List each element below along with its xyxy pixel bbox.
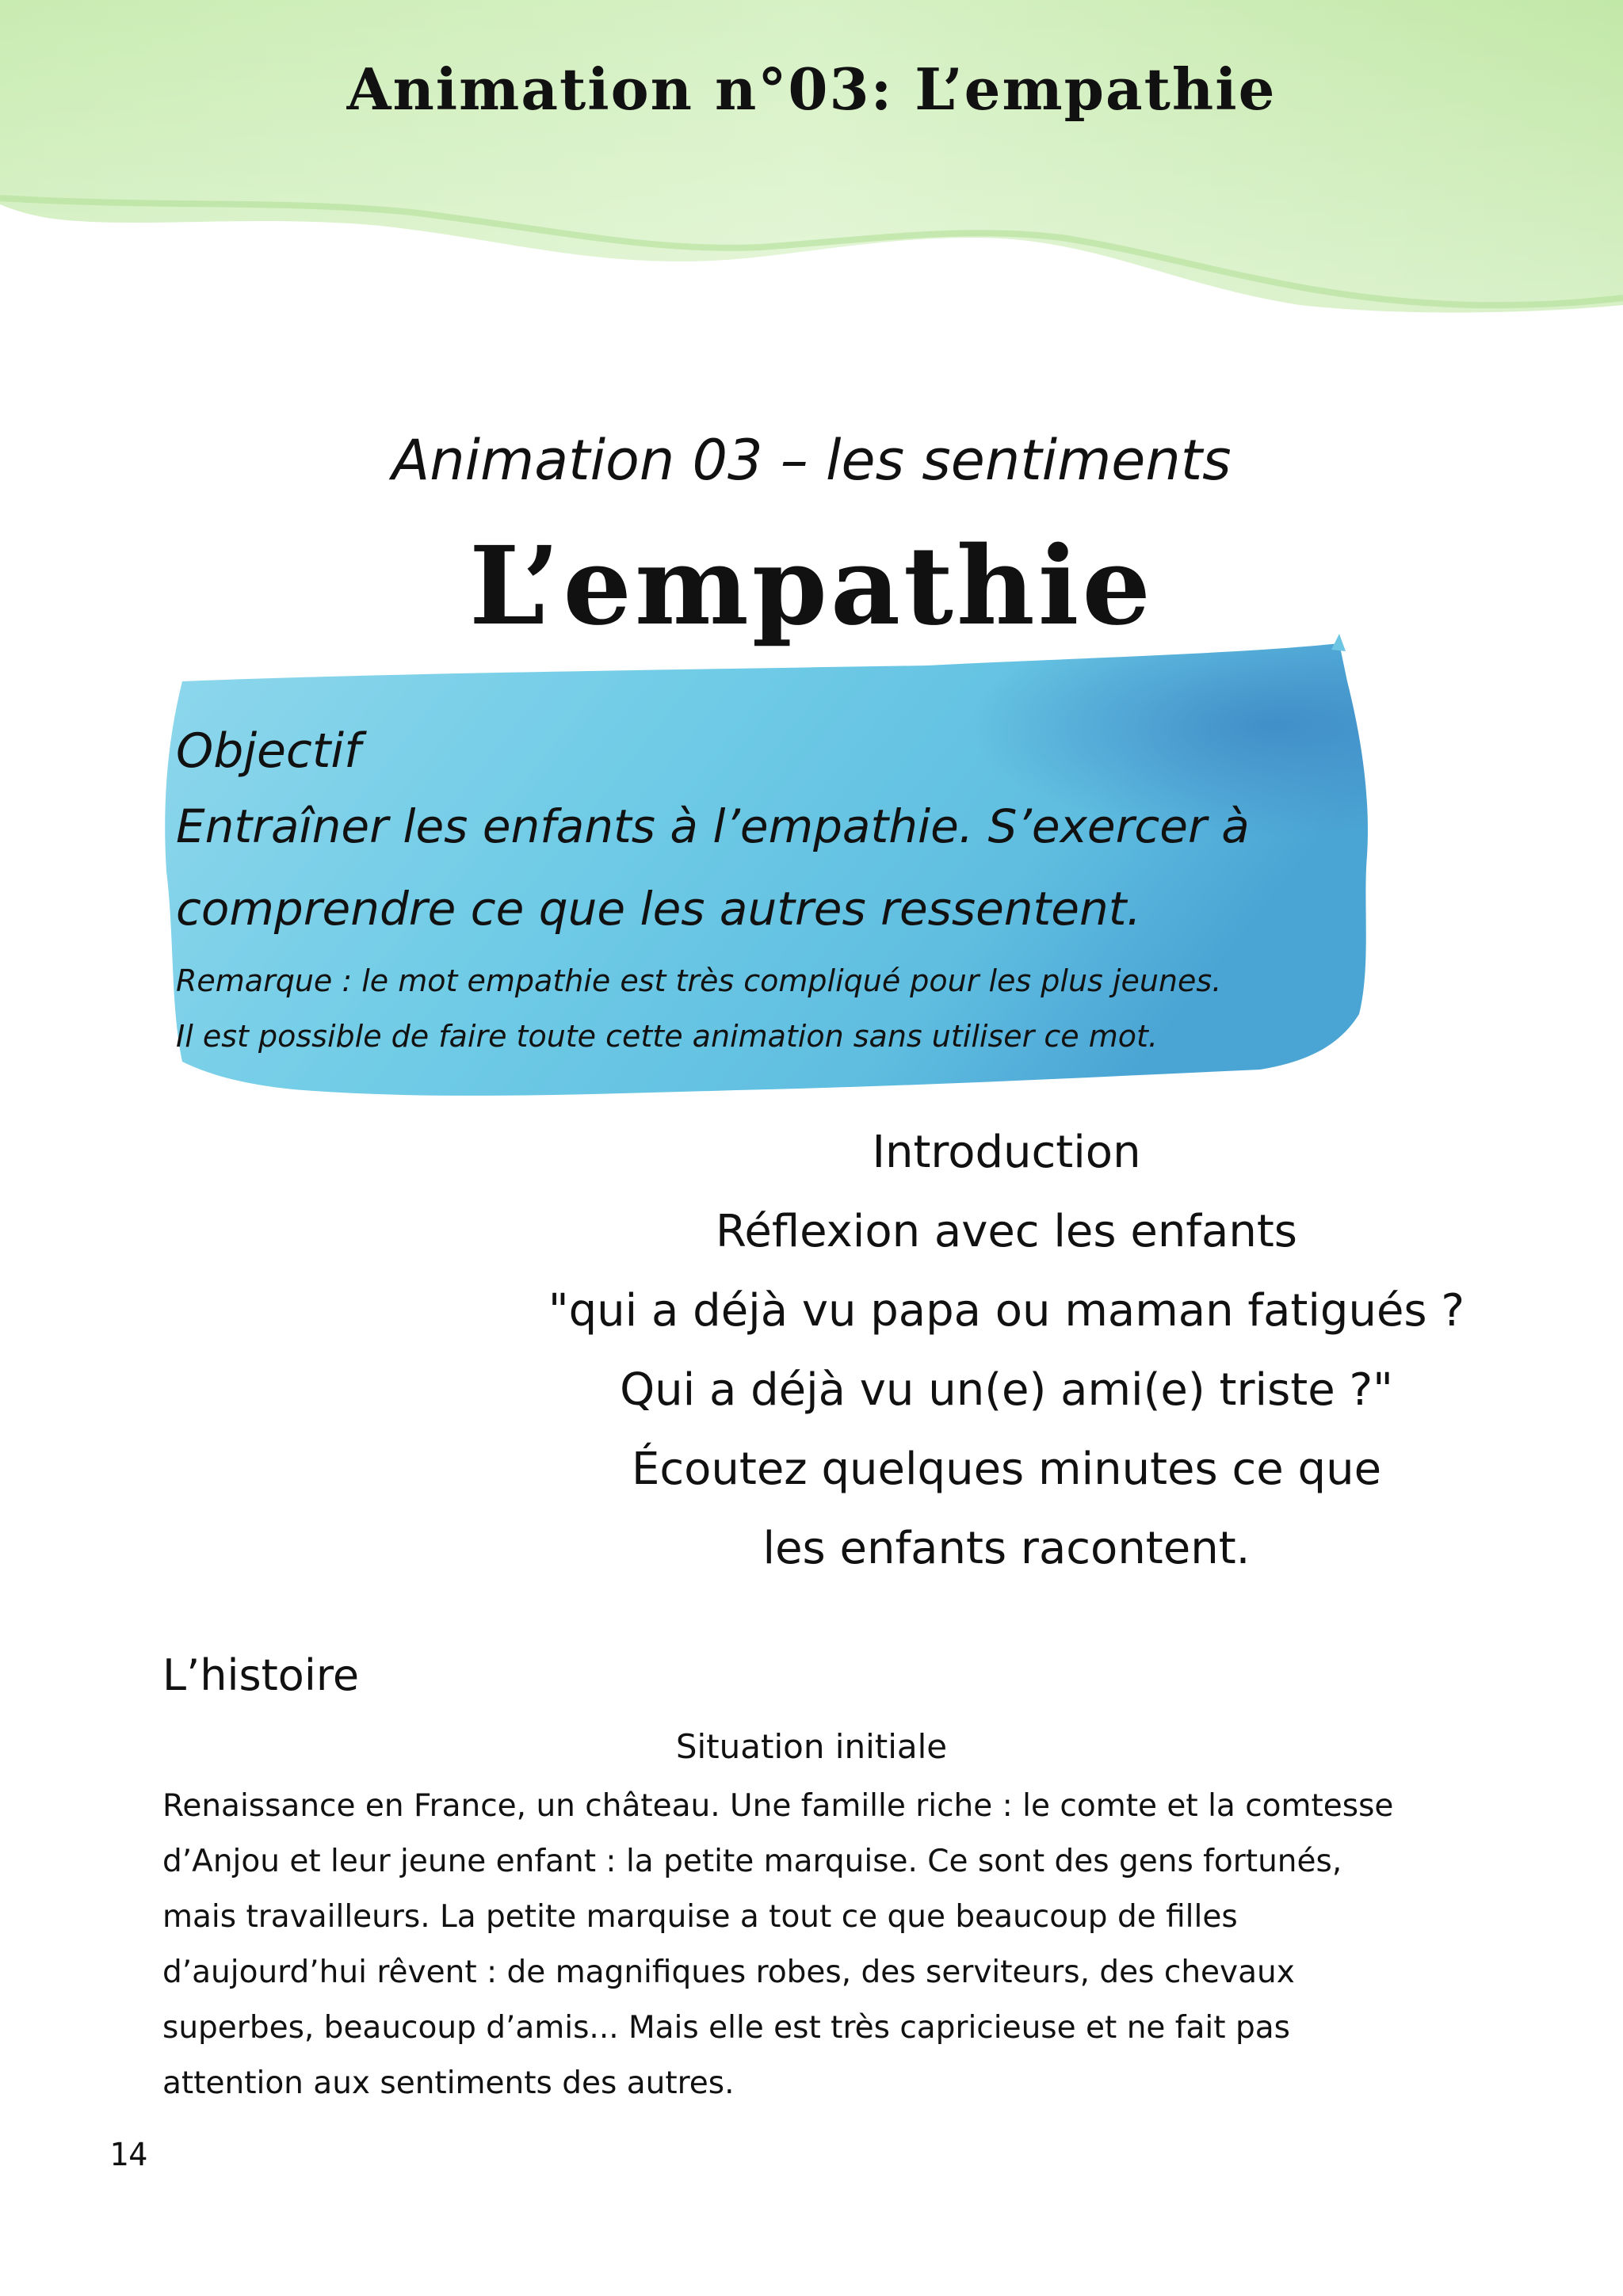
- objective-heading: Objectif: [176, 723, 361, 779]
- story-line: d’aujourd’hui rêvent : de magnifiques robes, des serviteurs, des chevaux: [162, 1955, 1295, 1990]
- introduction-line: Réflexion avec les enfants: [716, 1206, 1297, 1257]
- story-line: d’Anjou et leur jeune enfant : la petite marquise. Ce sont des gens fortunés,: [162, 1844, 1342, 1879]
- story-paragraph: [162, 1779, 1462, 2111]
- introduction-heading: Introduction: [872, 1127, 1141, 1178]
- story-line: mais travailleurs. La petite marquise a tout ce que beaucoup de filles: [162, 1899, 1238, 1935]
- introduction-line: Qui a déjà vu un(e) ami(e) triste ?": [620, 1364, 1393, 1416]
- objective-line: Entraîner les enfants à l’empathie. S’exercer à: [176, 799, 1250, 853]
- objective-section: [176, 717, 1365, 1064]
- story-subheading: Situation initiale: [675, 1727, 948, 1766]
- introduction-line: "qui a déjà vu papa ou maman fatigués ?: [548, 1285, 1465, 1337]
- page-number: 14: [109, 2137, 148, 2173]
- introduction-section: [523, 1121, 1490, 1589]
- story-line: attention aux sentiments des autres.: [162, 2065, 735, 2101]
- introduction-line: les enfants racontent.: [762, 1523, 1251, 1574]
- introduction-line: Écoutez quelques minutes ce que: [631, 1444, 1382, 1495]
- header-title: Animation n°03: L’empathie: [346, 55, 1277, 123]
- page-title: L’empathie: [469, 523, 1154, 650]
- story-line: superbes, beaucoup d’amis... Mais elle est très capricieuse et ne fait pas: [162, 2010, 1290, 2046]
- objective-line: comprendre ce que les autres ressentent.: [176, 882, 1141, 936]
- header-watercolor-band: [0, 0, 1623, 333]
- story-line: Renaissance en France, un château. Une famille riche : le comte et la comtesse: [162, 1788, 1394, 1824]
- page-subtitle: Animation 03 – les sentiments: [391, 428, 1232, 493]
- story-heading: L’histoire: [162, 1650, 360, 1700]
- objective-remark-line: Remarque : le mot empathie est très compliqué pour les plus jeunes.: [176, 963, 1222, 998]
- objective-remark-line: Il est possible de faire toute cette animation sans utiliser ce mot.: [176, 1019, 1158, 1054]
